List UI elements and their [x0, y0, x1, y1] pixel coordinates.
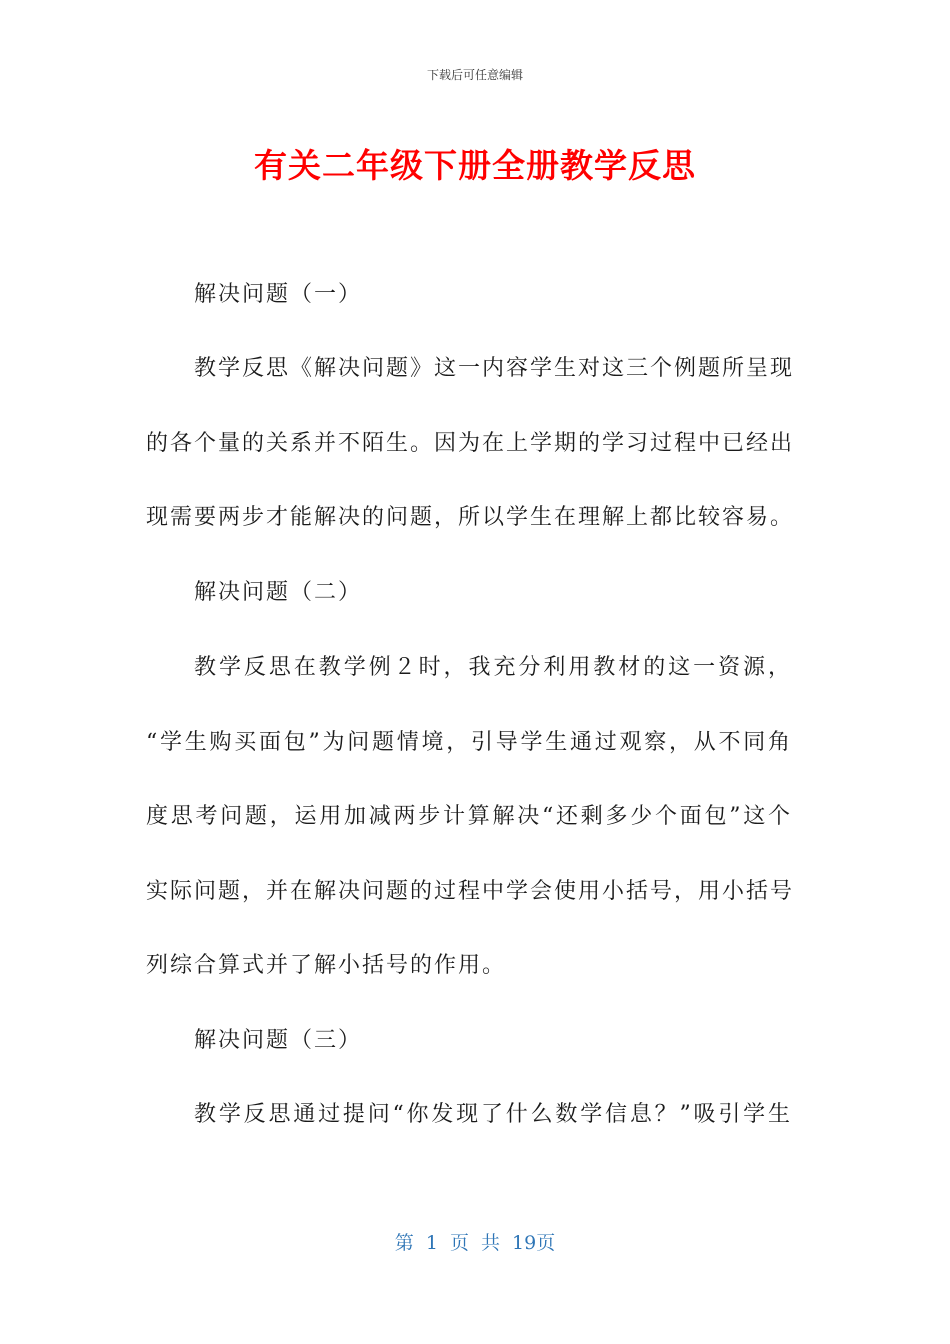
- page-footer: 第 1 页 共 19页: [394, 1232, 556, 1254]
- paragraph-line: 教学反思在教学例２时，我充分利用教材的这一资源，: [194, 655, 792, 680]
- paragraph-line: “学生购买面包”为问题情境，引导学生通过观察，从不同角: [146, 730, 792, 755]
- paragraph-line: 教学反思《解决问题》这一内容学生对这三个例题所呈现: [194, 356, 795, 381]
- section-heading-1: 解决问题（一）: [194, 282, 363, 307]
- header-note: 下载后可任意编辑: [426, 68, 523, 82]
- paragraph-line: 实际问题，并在解决问题的过程中学会使用小括号，用小括号: [146, 879, 795, 904]
- section-heading-3: 解决问题（三）: [194, 1028, 363, 1053]
- section-heading-2: 解决问题（二）: [194, 580, 363, 605]
- paragraph-line: 度思考问题，运用加减两步计算解决“还剩多少个面包”这个: [146, 804, 792, 829]
- paragraph-line: 现需要两步才能解决的问题，所以学生在理解上都比较容易。: [146, 505, 795, 530]
- paragraph-line: 的各个量的关系并不陌生。因为在上学期的学习过程中已经出: [146, 431, 795, 456]
- paragraph-line: 列综合算式并了解小括号的作用。: [146, 953, 507, 978]
- document-title: 有关二年级下册全册教学反思: [254, 146, 696, 185]
- paragraph-line: 教学反思通过提问“你发现了什么数学信息？”吸引学生: [194, 1102, 792, 1127]
